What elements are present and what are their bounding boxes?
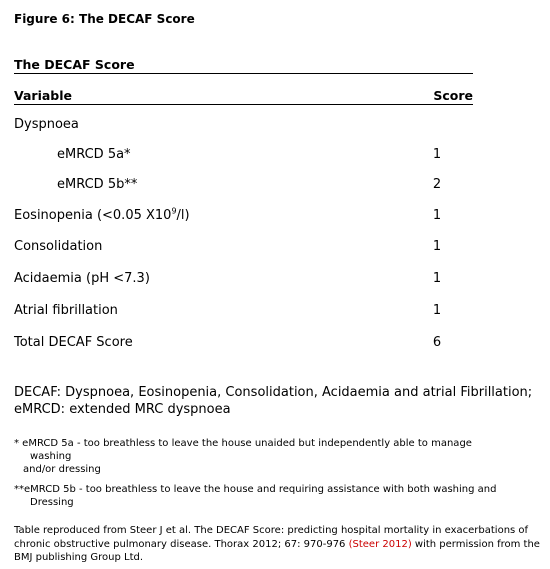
row-score: 1 — [432, 208, 442, 223]
row-label-superscript: 9 — [171, 206, 177, 216]
footnote-emrcd-5b — [14, 483, 539, 509]
header-score: Score — [433, 88, 473, 103]
footnote-line: Dressing — [30, 497, 74, 508]
row-score: 1 — [432, 271, 442, 286]
row-score: 1 — [432, 303, 442, 318]
table-title: The DECAF Score — [14, 57, 473, 74]
row-label-suffix: /l) — [176, 208, 190, 223]
citation-text: with permission from the BMJ publishing Group Ltd. — [14, 538, 540, 563]
row-label: Total DECAF Score — [14, 335, 133, 350]
row-label: Atrial fibrillation — [14, 303, 118, 318]
table-row — [14, 177, 473, 193]
table-row — [14, 271, 473, 287]
row-label — [14, 208, 190, 223]
footnote-line: **eMRCD 5b - too breathless to leave the house and requiring assistance with both washing and — [14, 484, 497, 495]
table-row — [14, 303, 473, 319]
row-score: 2 — [432, 177, 442, 192]
row-label: Dyspnoea — [14, 117, 79, 132]
table-row — [14, 208, 473, 224]
abbreviations — [14, 384, 539, 418]
table-row — [14, 147, 473, 163]
source-citation — [14, 524, 542, 565]
footnote-line: and/or dressing — [23, 464, 101, 475]
row-score: 1 — [432, 147, 442, 162]
row-score: 1 — [432, 239, 442, 254]
figure-title: Figure 6: The DECAF Score — [14, 12, 195, 26]
row-score: 6 — [432, 335, 442, 350]
table-row — [14, 117, 473, 133]
row-label: Acidaemia (pH <7.3) — [14, 271, 150, 286]
footnote-line: * eMRCD 5a - too breathless to leave the house unaided but independently able to manage — [14, 438, 472, 449]
footnote-emrcd-5a — [14, 437, 524, 476]
citation-text: Table reproduced from Steer J et al. The DECAF Score: predicting hospital mortality in exacerbations of chronic obstructive pulmonary disease. Thorax 2012; 67: 970-976 — [14, 525, 529, 550]
footnote-line: washing — [30, 451, 72, 462]
row-label: Consolidation — [14, 239, 103, 254]
row-label: eMRCD 5a* — [57, 147, 131, 162]
table-header — [14, 88, 473, 105]
row-label: eMRCD 5b** — [57, 177, 138, 192]
abbreviation-line: DECAF: Dyspnoea, Eosinopenia, Consolidation, Acidaemia and atrial Fibrillation; — [14, 385, 533, 400]
header-variable: Variable — [14, 88, 73, 103]
citation-link[interactable]: (Steer 2012) — [348, 538, 412, 550]
row-label-prefix: Eosinopenia (<0.05 X10 — [14, 208, 172, 223]
abbreviation-line: eMRCD: extended MRC dyspnoea — [14, 402, 231, 417]
table-row — [14, 239, 473, 255]
table-row-total — [14, 335, 473, 351]
